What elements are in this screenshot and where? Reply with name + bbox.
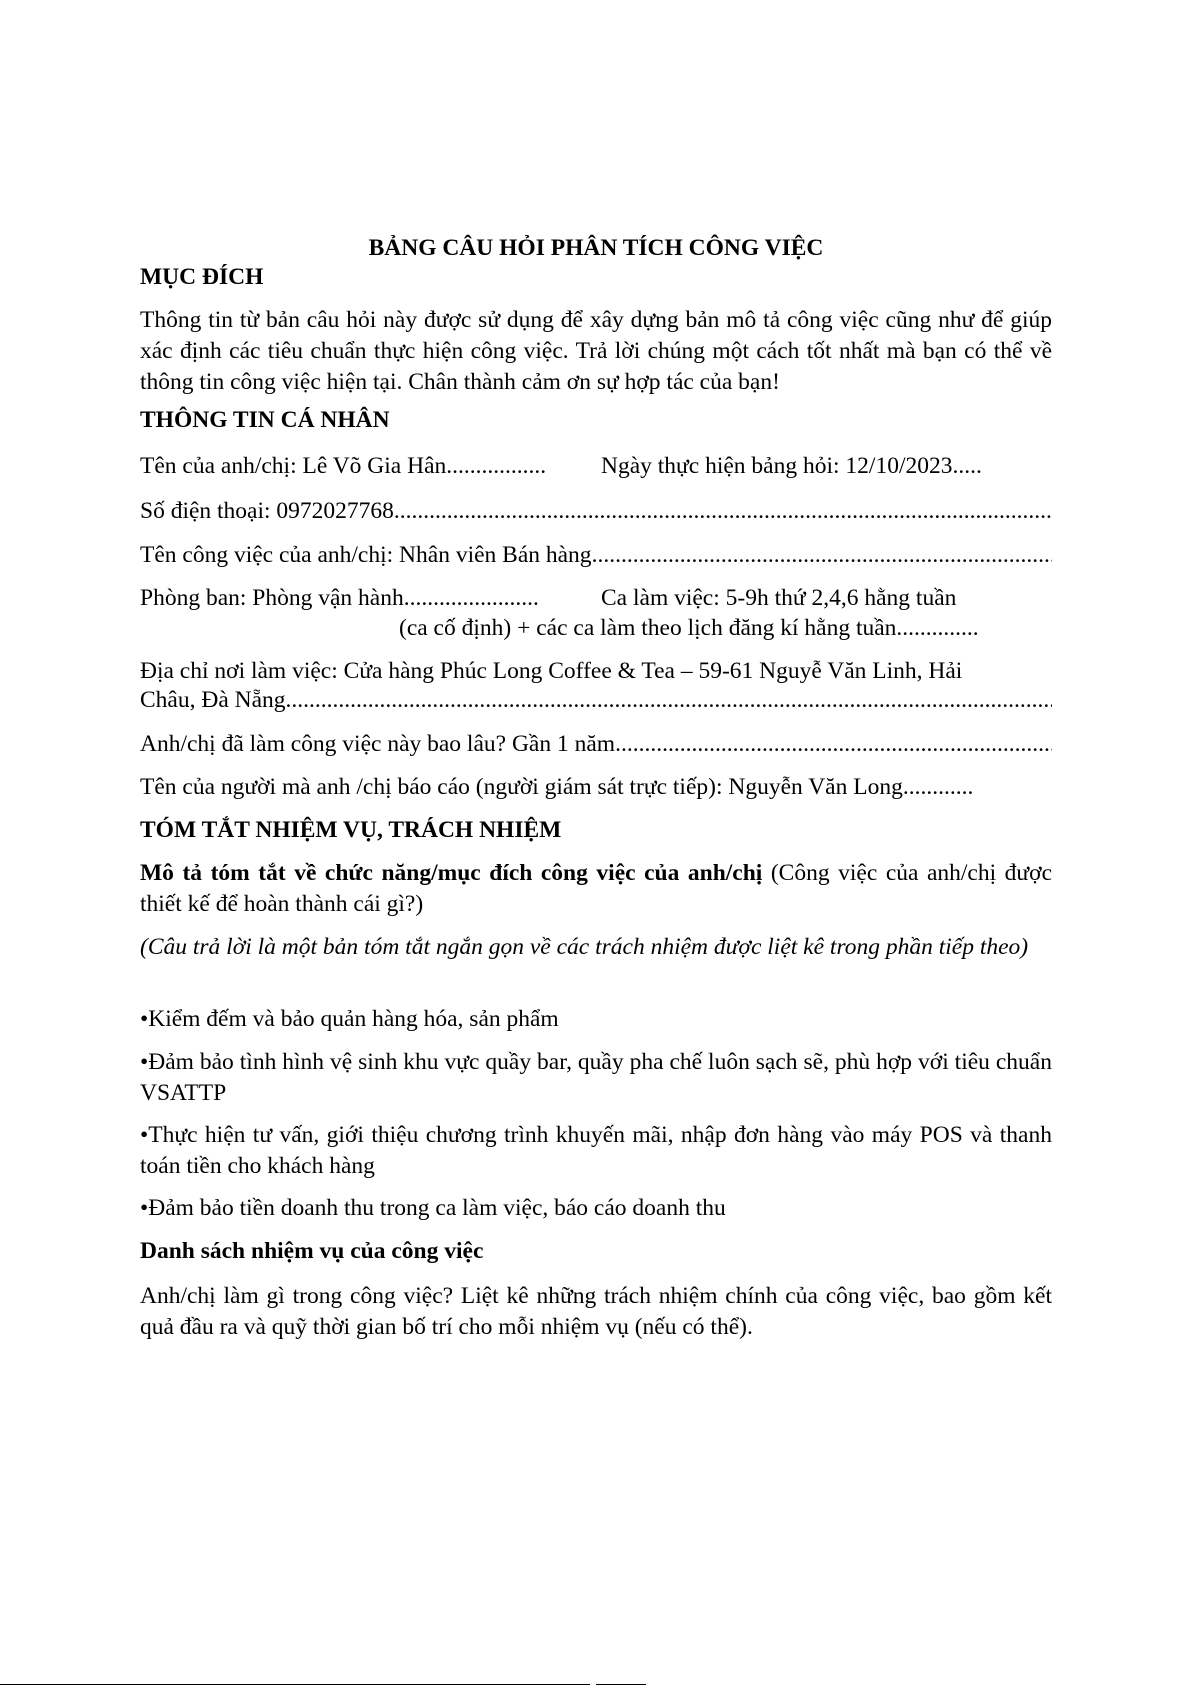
date-field: Ngày thực hiện bảng hỏi: 12/10/2023..... [601, 453, 982, 479]
address-line2-field [140, 685, 1052, 716]
bullet-item: •Đảm bảo tiền doanh thu trong ca làm việc, báo cáo doanh thu [140, 1195, 726, 1221]
summary-heading: TÓM TẮT NHIỆM VỤ, TRÁCH NHIỆM [140, 817, 562, 843]
summary-question-bold: Mô tả tóm tắt về chức năng/mục đích công việc của anh/chị [140, 860, 763, 886]
phone-field [140, 496, 1052, 527]
dotted-leader [592, 540, 1052, 571]
summary-note: (Câu trả lời là một bản tóm tắt ngắn gọn về các trách nhiệm được liệt kê trong phần tiếp theo) [140, 934, 1029, 960]
purpose-text: Thông tin từ bản câu hỏi này được sử dụng để xây dựng bản mô tả công việc cũng như để giúp xác định các tiêu chuẩn thực hiện công việc. Trả lời chúng một cách tốt nhất mà bạn có thể về thông tin công việc hiện tại. Chân thành cảm ơn sự hợp tác của bạn! [140, 307, 1052, 395]
duration-field [140, 729, 1052, 760]
summary-question-rest: (Công việc của anh/chị được thiết kế để hoàn thành cái gì?) [140, 860, 1053, 917]
name-field: Tên của anh/chị: Lê Võ Gia Hân................. [140, 453, 547, 479]
address-line2: Châu, Đà Nẵng [140, 687, 286, 713]
supervisor-field: Tên của người mà anh /chị báo cáo (người giám sát trực tiếp): Nguyễn Văn Long............ [140, 774, 974, 800]
bullet-item: •Thực hiện tư vấn, giới thiệu chương trình khuyến mãi, nhập đơn hàng vào máy POS và thanh toán tiền cho khách hàng [140, 1122, 1052, 1179]
shift-line2: (ca cố định) + các ca làm theo lịch đăng kí hằng tuần.............. [399, 615, 979, 641]
department-shift-row [140, 583, 1052, 614]
dotted-leader [615, 729, 1052, 760]
dotted-leader [394, 496, 1052, 527]
document-title: BẢNG CÂU HỎI PHÂN TÍCH CÔNG VIỆC [368, 235, 824, 261]
job-title-field [140, 540, 1052, 571]
tasks-text: Anh/chị làm gì trong công việc? Liệt kê những trách nhiệm chính của công việc, bao gồm kết quả đầu ra và quỹ thời gian bố trí cho mỗi nhiệm vụ (nếu có thể). [140, 1283, 1052, 1340]
tasks-heading: Danh sách nhiệm vụ của công việc [140, 1238, 484, 1264]
bullet-item: •Kiểm đếm và bảo quản hàng hóa, sản phẩm [140, 1006, 559, 1032]
personal-info-heading: THÔNG TIN CÁ NHÂN [140, 407, 390, 433]
job-title-text: Tên công việc của anh/chị: Nhân viên Bán hàng [140, 542, 592, 568]
shift-line1: Ca làm việc: 5-9h thứ 2,4,6 hằng tuần [601, 585, 957, 611]
address-line1: Địa chỉ nơi làm việc: Cửa hàng Phúc Long Coffee & Tea – 59-61 Nguyễ Văn Linh, Hải [140, 658, 963, 684]
shift-row-2 [140, 613, 1052, 644]
name-date-row [140, 451, 1052, 482]
summary-question [140, 858, 1052, 920]
phone-text: Số điện thoại: 0972027768 [140, 498, 394, 524]
department-field: Phòng ban: Phòng vận hành....................... [140, 585, 539, 611]
dotted-leader [286, 685, 1052, 716]
bullet-item: •Đảm bảo tình hình vệ sinh khu vực quầy bar, quầy pha chế luôn sạch sẽ, phù hợp với tiêu chuẩn VSATTP [140, 1049, 1052, 1106]
purpose-heading: MỤC ĐÍCH [140, 264, 264, 290]
duration-text: Anh/chị đã làm công việc này bao lâu? Gần 1 năm [140, 731, 616, 757]
